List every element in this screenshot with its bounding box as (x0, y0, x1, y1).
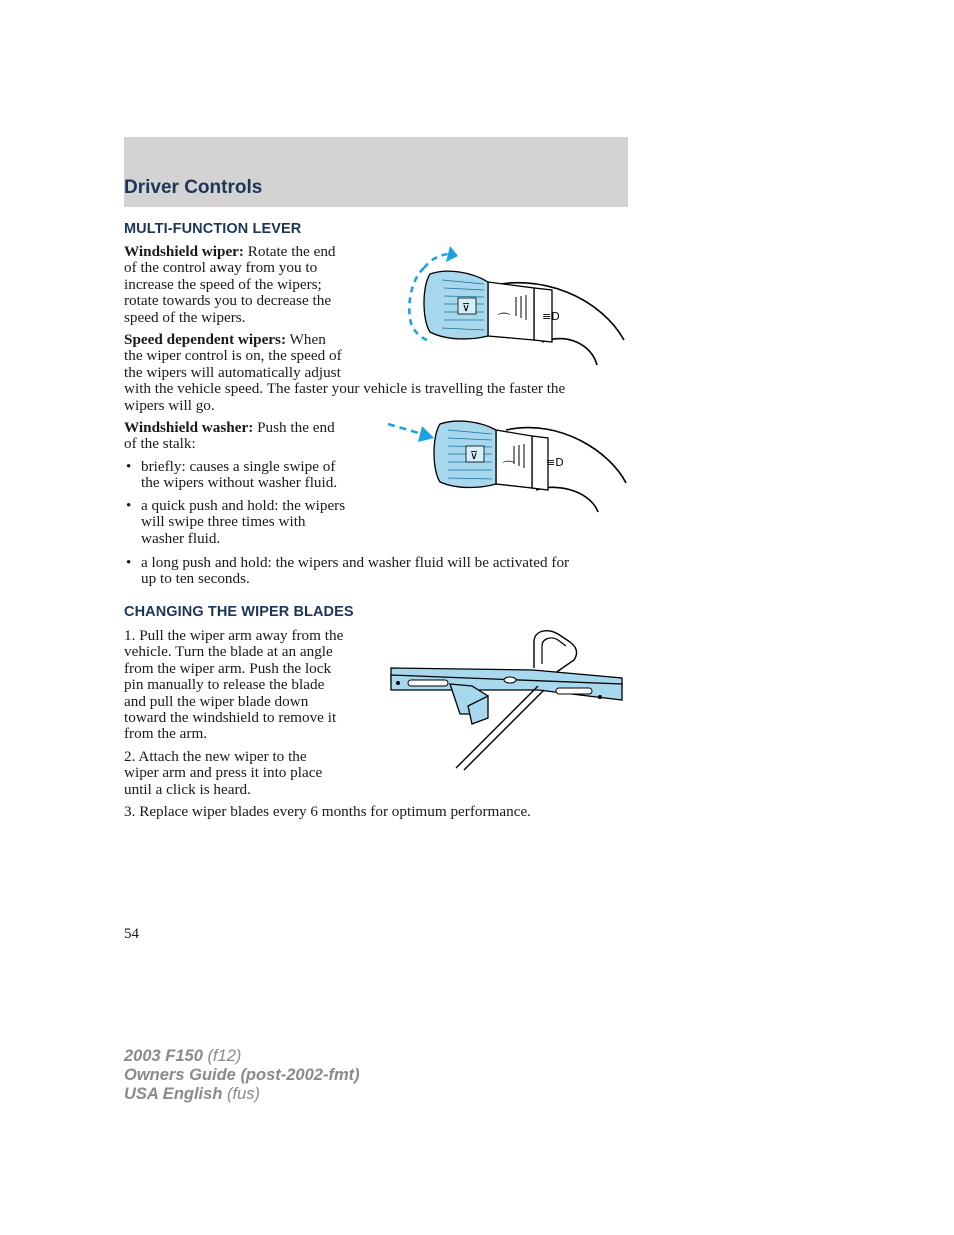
figure-wiper-push (386, 408, 631, 518)
headlamp-icon: ≡D (546, 456, 564, 469)
paragraph-windshield-wiper: Windshield wiper: Rotate the end of the control away from you to increase the speed of the wipers; rotate towards you to decrease the speed of the wipers. (124, 243, 336, 326)
section-heading-wiper-blades: CHANGING THE WIPER BLADES (124, 604, 354, 620)
paragraph-step-3: 3. Replace wiper blades every 6 months for optimum performance. (124, 803, 531, 820)
paragraph-step-1: 1. Pull the wiper arm away from the vehicle. Turn the blade at an angle from the wiper arm. Push the lock pin manually to release the blade and pull the wiper blade down toward the windshield to remove it from the arm. (124, 627, 344, 743)
page-number: 54 (124, 926, 139, 942)
paragraph-step-2: 2. Attach the new wiper to the wiper arm and press it into place until a click is heard. (124, 748, 323, 798)
wiper-symbol-icon: ⌒ (502, 461, 516, 476)
page-title: Driver Controls (124, 177, 263, 198)
footer: 2003 F150 (f12) Owners Guide (post-2002-fmt) USA English (fus) (124, 1047, 360, 1103)
paragraph-speed-dependent: Speed dependent wipers: When the wiper control is on, the speed of the wipers will automatically adjust with the vehicle speed. The faster your vehicle is travelling the faster the wipers will go. (124, 331, 566, 414)
paragraph-windshield-washer: Windshield washer: Push the end of the stalk: (124, 419, 335, 453)
wiper-symbol-icon: ⌒ (497, 313, 511, 329)
figure-wiper-blade (388, 628, 624, 773)
washer-icon: ⊽ (470, 449, 479, 462)
washer-icon: ⊽ (462, 301, 471, 314)
term-windshield-washer: Windshield washer: (124, 419, 254, 436)
section-heading-multi-function: MULTI-FUNCTION LEVER (124, 221, 302, 237)
term-speed-dependent: Speed dependent wipers: (124, 331, 287, 348)
push-arrow-icon (418, 426, 434, 442)
term-windshield-wiper: Windshield wiper: (124, 243, 244, 260)
headlamp-icon: ≡D (542, 310, 560, 323)
figure-wiper-rotate (392, 240, 632, 370)
rotate-arrow-icon (446, 246, 458, 262)
